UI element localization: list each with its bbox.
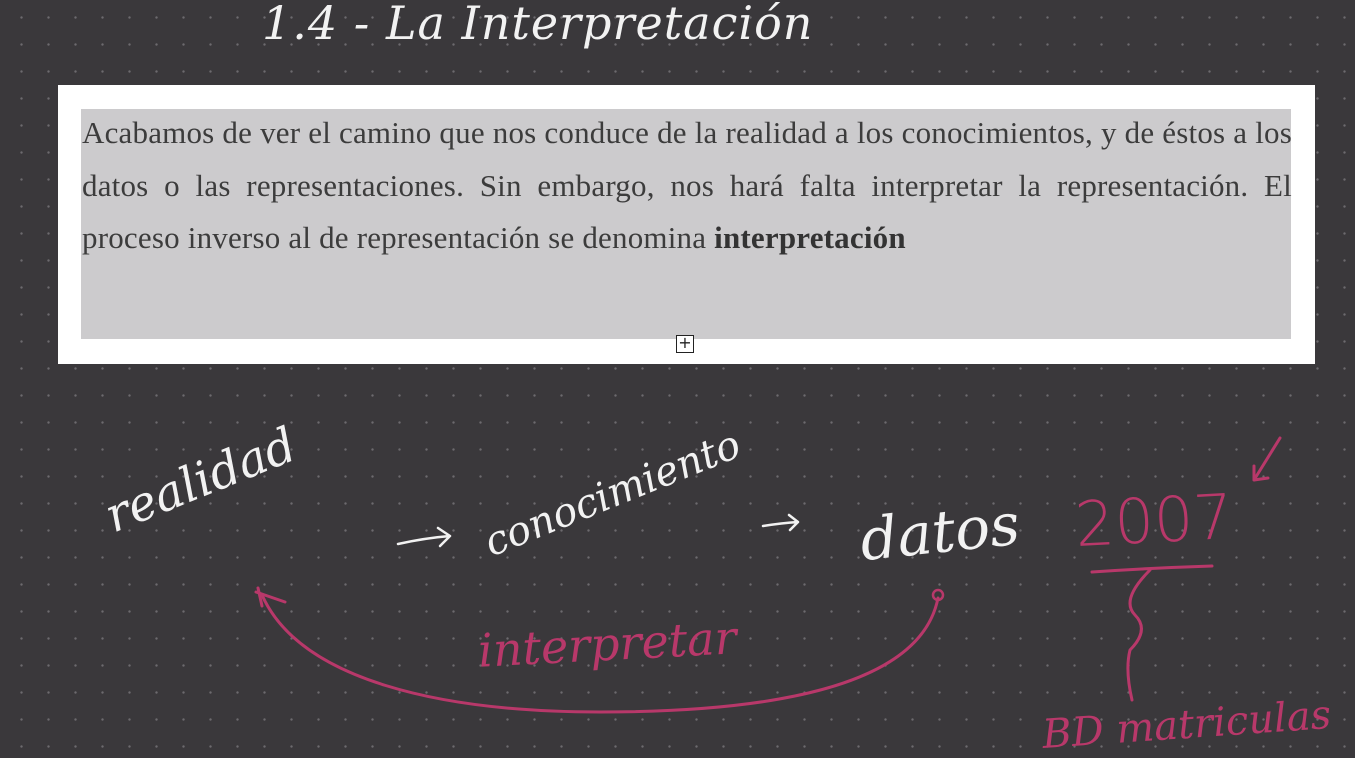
handwritten-year[interactable]: 2007 [1073, 479, 1235, 562]
handwritten-datos[interactable]: datos [856, 489, 1023, 575]
handwritten-realidad[interactable]: realidad [97, 416, 305, 544]
page-title: 1.4 - La Interpretación [262, 0, 814, 50]
pointer-arrow [1254, 438, 1280, 480]
handwritten-interpretar[interactable]: interpretar [476, 610, 738, 678]
handwritten-conocimiento[interactable]: conocimiento [477, 421, 748, 566]
expand-box-icon[interactable]: + [676, 335, 694, 353]
definition-text[interactable] [82, 107, 1292, 265]
definition-term: interpretación [714, 220, 906, 255]
arrow-realidad-to-conocimiento [398, 528, 450, 546]
arrow-conocimiento-to-datos [763, 515, 798, 530]
pasted-text-card[interactable] [58, 85, 1315, 364]
arc-arrowhead [256, 588, 285, 606]
year-brace [1092, 566, 1212, 700]
handwritten-note[interactable]: BD matriculas [1040, 691, 1333, 758]
definition-text-main: Acabamos de ver el camino que nos conduce de la realidad a los conocimientos, y de éstos a los datos o las representaciones. Sin embargo, nos hará falta interpretar la representación. El proceso inverso al de representación se denomina [82, 115, 1292, 255]
arc-start-dot [933, 590, 943, 600]
